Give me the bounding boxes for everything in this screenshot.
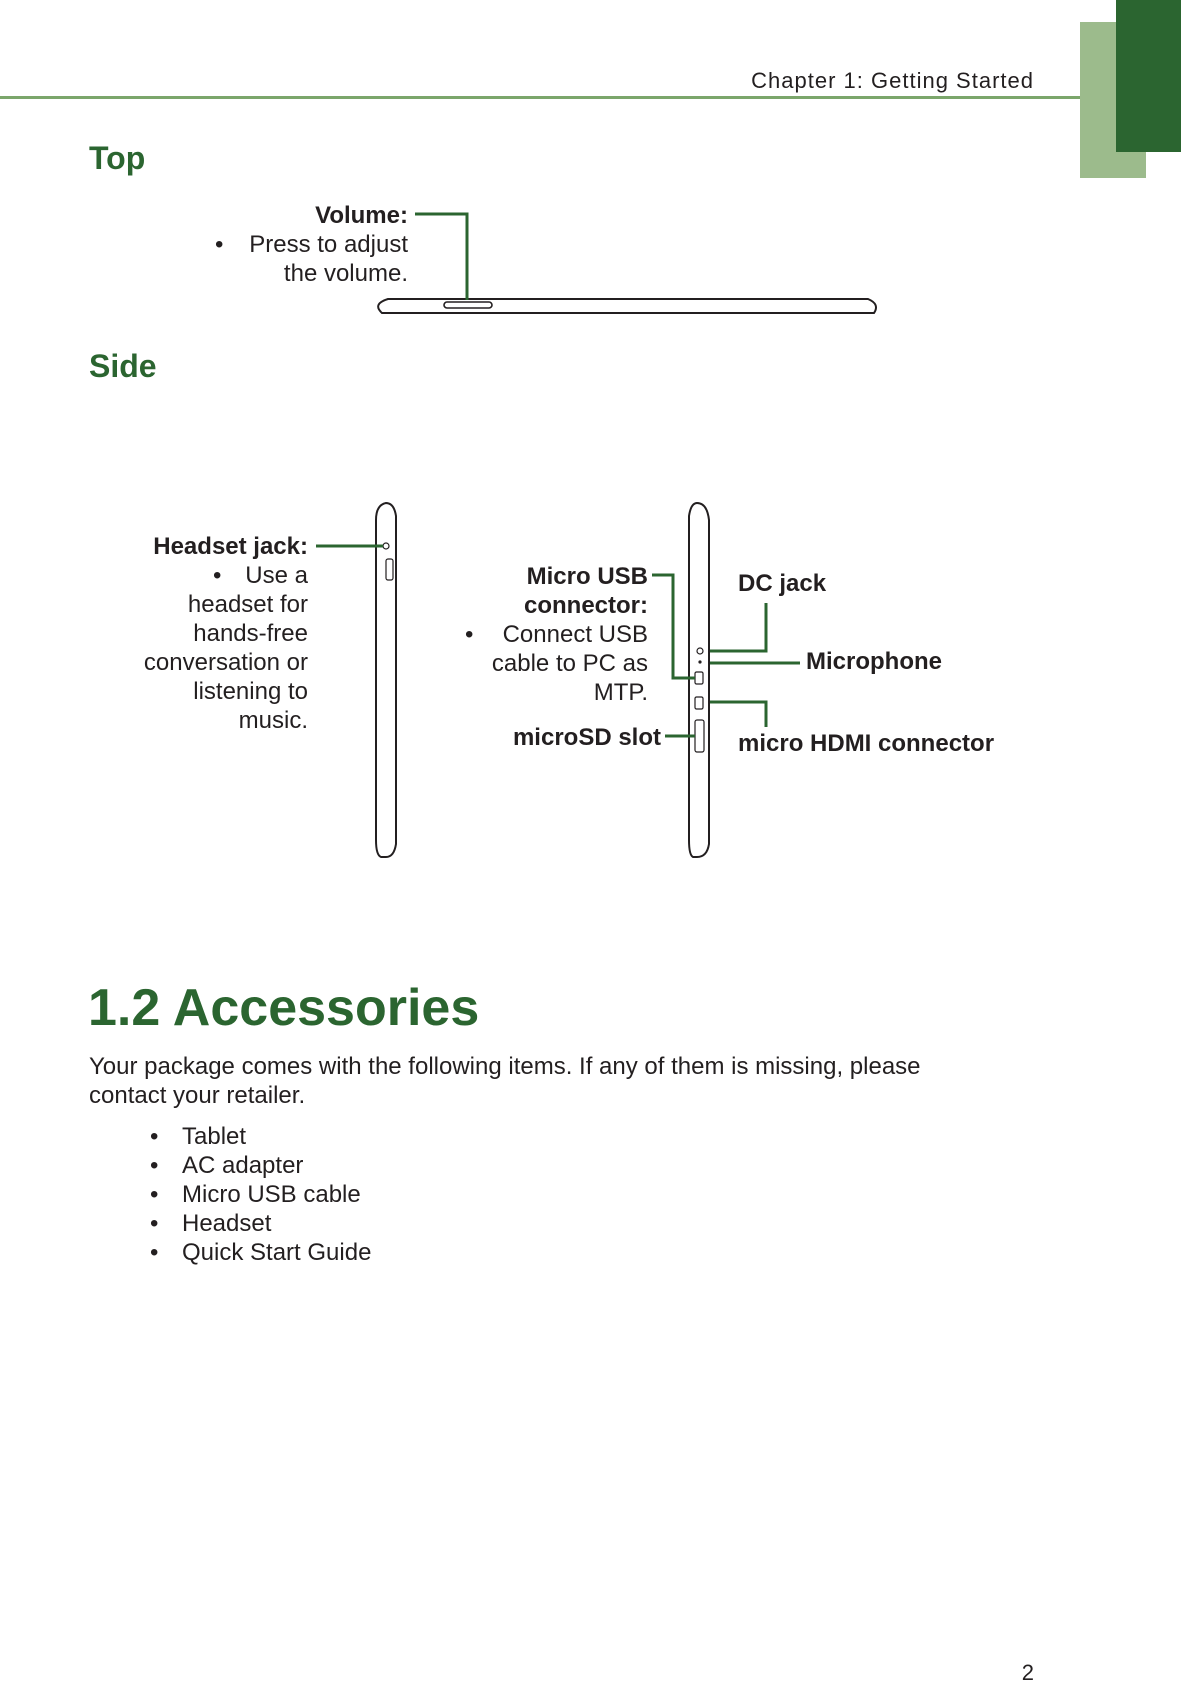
accessories-list [150, 1122, 371, 1267]
accessories-intro [89, 1052, 989, 1110]
micro-usb-line-1: Connect USB [502, 621, 648, 648]
headset-line-5: listening to [193, 678, 308, 705]
tablet-top-view [378, 299, 876, 313]
bullet: • [150, 1152, 159, 1179]
volume-button [444, 302, 492, 308]
microsd-label: microSD slot [512, 724, 661, 751]
accessory-item-label: Tablet [182, 1123, 247, 1150]
list-item [150, 1209, 371, 1238]
micro-usb-port-icon [695, 672, 703, 684]
volume-leader [415, 214, 467, 300]
accessory-item-label: AC adapter [182, 1152, 304, 1179]
micro-usb-label-line1: Micro USB [526, 563, 648, 590]
micro-usb-line-2: cable to PC as [491, 650, 648, 677]
headset-line-1: Use a [245, 562, 308, 589]
micro-hdmi-label: micro HDMI connector [738, 730, 995, 757]
accessory-item-label: Headset [182, 1210, 272, 1237]
volume-desc-line1: Press to adjust [249, 231, 408, 258]
micro-usb-bullet: • [465, 621, 474, 648]
micro-hdmi-leader [710, 702, 766, 727]
dc-jack-leader [710, 603, 766, 651]
bullet: • [150, 1239, 159, 1266]
microphone-label: Microphone [806, 648, 942, 675]
micro-usb-line-3: MTP. [593, 679, 648, 706]
list-item [150, 1151, 371, 1180]
headset-bullet: • [213, 562, 222, 589]
headset-line-2: headset for [187, 591, 308, 618]
bullet: • [150, 1210, 159, 1237]
accessory-item-label: Quick Start Guide [182, 1239, 372, 1266]
micro-usb-label-line2: connector: [523, 592, 648, 619]
top-section-title: Top [89, 140, 146, 176]
page-number: 2 [1021, 1660, 1034, 1685]
volume-desc-line2: the volume. [283, 260, 408, 287]
headset-port-icon [383, 543, 389, 549]
list-item [150, 1238, 371, 1267]
accessories-intro-line2: contact your retailer. [89, 1082, 306, 1109]
accessories-intro-line1: Your package comes with the following items. If any of them is missing, please [89, 1053, 921, 1080]
bullet: • [150, 1181, 159, 1208]
accessories-title: 1.2 Accessories [88, 979, 480, 1037]
left-side-port [386, 559, 393, 580]
microphone-icon [698, 660, 701, 663]
volume-bullet: • [215, 231, 224, 258]
accessory-item-label: Micro USB cable [182, 1181, 361, 1208]
microsd-slot-icon [695, 720, 704, 752]
dc-jack-icon [697, 648, 703, 654]
side-section-title: Side [89, 348, 157, 384]
list-item [150, 1122, 371, 1151]
tablet-right-side [689, 503, 709, 857]
chapter-header: Chapter 1: Getting Started [751, 68, 1034, 93]
headset-line-3: hands-free [193, 620, 308, 647]
tablet-left-side [376, 503, 396, 857]
dc-jack-label: DC jack [738, 570, 827, 597]
list-item [150, 1180, 371, 1209]
headset-line-4: conversation or [143, 649, 308, 676]
volume-label: Volume: [315, 202, 408, 229]
headset-jack-label: Headset jack: [153, 533, 308, 560]
headset-line-6: music. [238, 707, 308, 734]
micro-hdmi-port-icon [695, 697, 703, 709]
bullet: • [150, 1123, 159, 1150]
